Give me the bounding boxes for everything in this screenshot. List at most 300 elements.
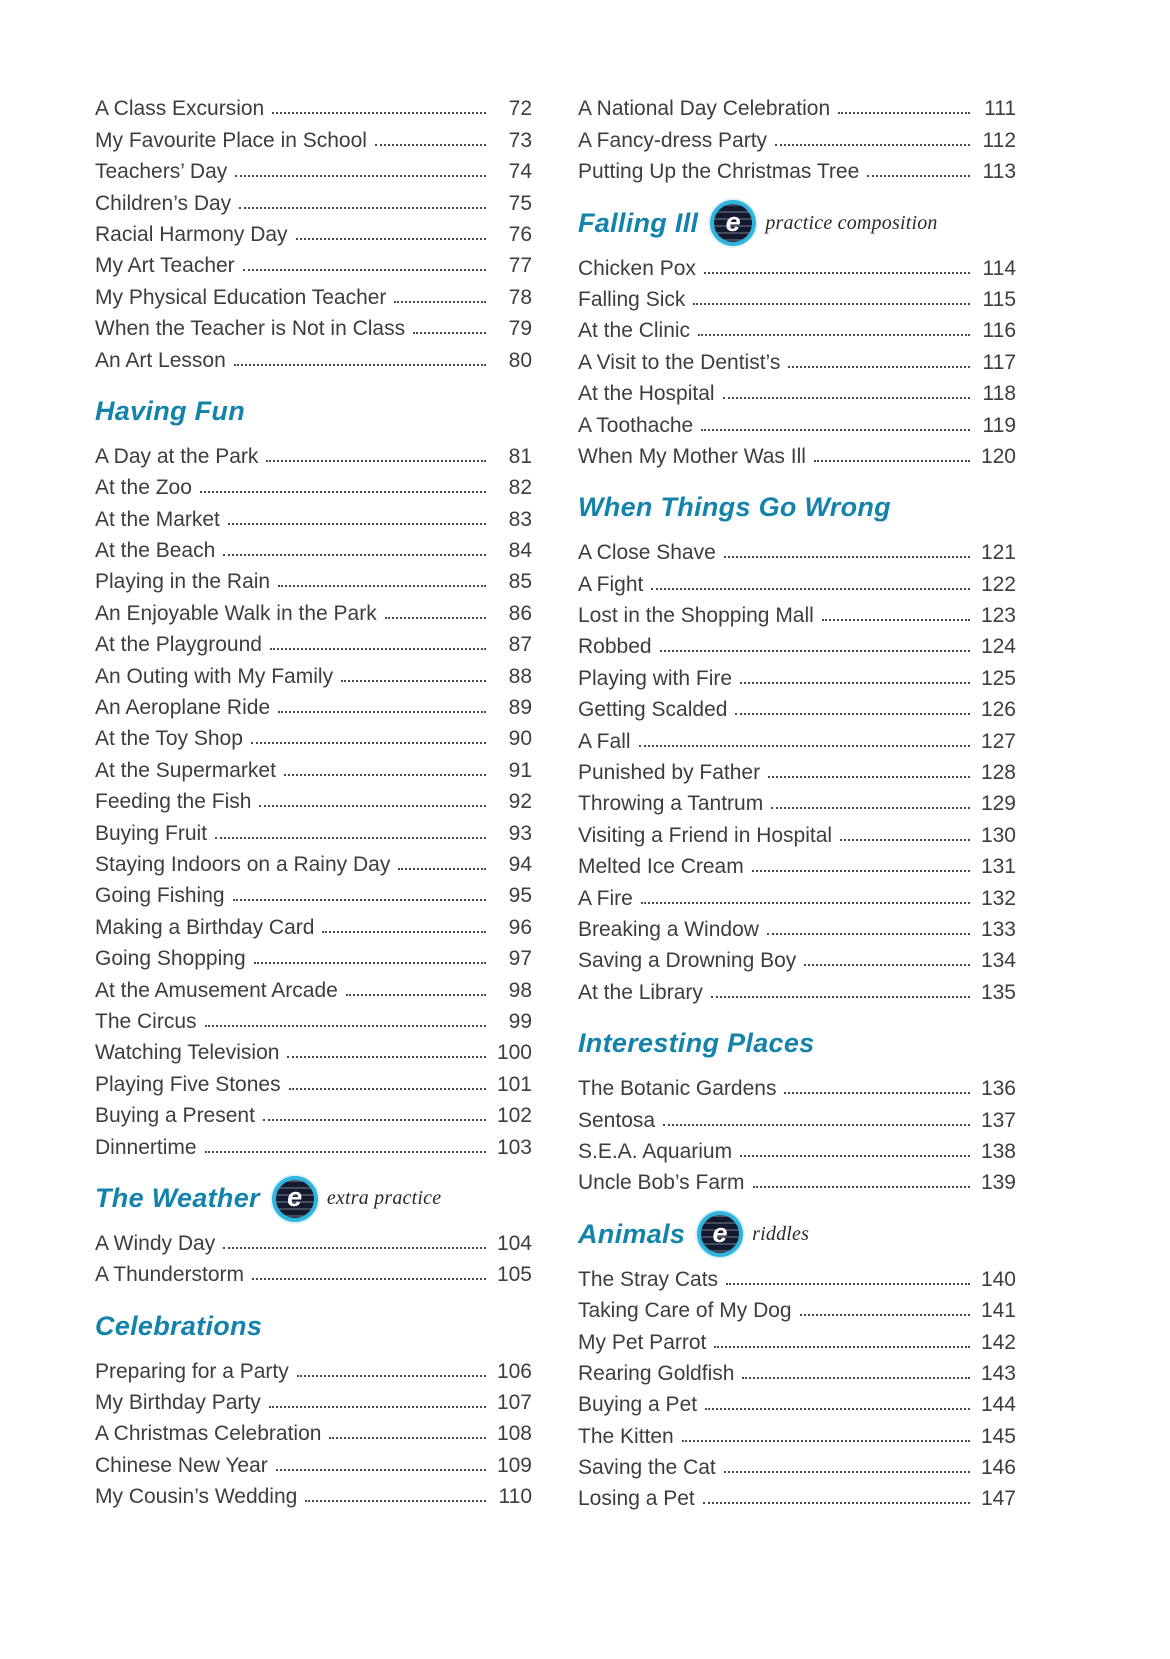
entry-title: Uncle Bob’s Farm [578,1171,745,1195]
toc-entry [578,1325,1016,1356]
dot-leader [641,902,970,904]
toc-entry [578,881,1016,912]
toc-entry [95,280,532,311]
entry-page-number: 144 [980,1393,1016,1417]
dot-leader [278,585,486,587]
entry-title: At the Beach [95,539,216,563]
entry-page-number: 125 [980,666,1016,690]
toc-section [95,393,532,1162]
entry-title: My Physical Education Teacher [95,285,387,309]
entry-page-number: 134 [980,949,1016,973]
entry-title: Rearing Goldfish [578,1361,735,1385]
dot-leader [228,523,486,525]
toc-entry [95,502,532,533]
entry-page-number: 129 [980,792,1016,816]
entry-page-number: 120 [980,444,1016,468]
toc-entry [578,1262,1016,1293]
toc-entry [578,630,1016,661]
toc-entry [578,536,1016,567]
entry-title: Falling Sick [578,287,686,311]
entry-page-number: 119 [982,413,1016,437]
entry-title: Getting Scalded [578,698,728,722]
entry-title: A National Day Celebration [578,97,831,121]
entry-title: A Fall [578,729,631,753]
entry-title: An Art Lesson [95,348,226,372]
dot-leader [278,711,486,713]
dot-leader [296,238,486,240]
toc-entry [95,973,532,1004]
entry-page-number: 73 [508,128,532,152]
toc-entry [578,1103,1016,1134]
toc-entry [578,1482,1016,1513]
entry-page-number: 95 [508,884,532,908]
toc-entry [578,787,1016,818]
entry-title: Preparing for a Party [95,1359,289,1383]
entry-title: Racial Harmony Day [95,222,288,246]
entry-page-number: 92 [508,790,532,814]
toc-entry [95,659,532,690]
toc-entry [95,628,532,659]
entry-title: Taking Care of My Dog [578,1299,792,1323]
entry-page-number: 82 [508,476,532,500]
entry-title: An Outing with My Family [95,664,334,688]
toc-entry [95,1099,532,1130]
toc-entry [578,1135,1016,1166]
entry-title: Throwing a Tantrum [578,792,764,816]
entry-page-number: 141 [980,1299,1016,1323]
entry-page-number: 128 [980,761,1016,785]
entry-page-number: 112 [982,128,1016,152]
entry-title: Sentosa [578,1108,656,1132]
dot-leader [413,332,486,334]
entry-page-number: 80 [508,348,532,372]
toc-entry [95,312,532,343]
entry-title: My Cousin’s Wedding [95,1485,298,1509]
dot-leader [205,1025,486,1027]
section-heading-label: Falling Ill [578,207,699,238]
entry-title: At the Amusement Arcade [95,978,338,1002]
toc-section [95,1307,532,1511]
entry-title: At the Library [578,980,703,1004]
dot-leader [200,491,486,493]
dot-leader [651,588,970,590]
entry-page-number: 136 [980,1077,1016,1101]
dot-leader [788,366,970,368]
toc-entry [578,756,1016,787]
toc-entry [578,92,1016,123]
toc-entry [95,816,532,847]
toc-section [578,1215,1016,1513]
entry-page-number: 76 [508,222,532,246]
entry-page-number: 100 [496,1041,532,1065]
dot-leader [740,1155,970,1157]
dot-leader [252,1278,486,1280]
toc-entry [578,155,1016,186]
dot-leader [272,112,486,114]
entry-title: My Art Teacher [95,254,235,278]
toc-entry [95,92,532,123]
entry-page-number: 132 [980,886,1016,910]
toc-entry [95,910,532,941]
toc-entry [95,1258,532,1289]
entry-page-number: 91 [508,758,532,782]
entry-page-number: 81 [508,444,532,468]
toc-entry [578,345,1016,376]
dot-leader [287,1056,486,1058]
toc-entry [578,440,1016,471]
dot-leader [800,1314,970,1316]
section-heading [578,204,1016,242]
toc-entry [578,1388,1016,1419]
entry-title: Feeding the Fish [95,790,252,814]
dot-leader [735,713,970,715]
entry-page-number: 117 [982,350,1016,374]
section-heading [578,489,1016,527]
dot-leader [740,682,970,684]
entry-title: At the Playground [95,633,262,657]
toc-entry [578,693,1016,724]
entry-page-number: 124 [980,635,1016,659]
toc-section [95,1180,532,1290]
entry-title: Chicken Pox [578,256,696,280]
dot-leader [284,774,486,776]
entry-title: At the Hospital [578,382,715,406]
dot-leader [269,1406,486,1408]
dot-leader [701,429,970,431]
entry-title: The Kitten [578,1424,674,1448]
toc-entry [578,850,1016,881]
entry-page-number: 118 [982,382,1016,406]
toc-entry [95,123,532,154]
entry-title: A Toothache [578,413,694,437]
entry-page-number: 87 [508,633,532,657]
entry-title: A Windy Day [95,1231,216,1255]
toc-entry [95,753,532,784]
entry-page-number: 108 [496,1422,532,1446]
entry-page-number: 143 [980,1361,1016,1385]
entry-title: When the Teacher is Not in Class [95,317,406,341]
entry-title: Going Fishing [95,884,225,908]
dot-leader [698,334,970,336]
entry-title: Saving the Cat [578,1456,716,1480]
dot-leader [346,994,486,996]
entry-title: At the Zoo [95,476,192,500]
toc-entry [95,218,532,249]
entry-title: Melted Ice Cream [578,855,744,879]
entry-page-number: 90 [508,727,532,751]
dot-leader [711,996,970,998]
entry-title: Buying a Pet [578,1393,698,1417]
entry-title: Losing a Pet [578,1487,695,1511]
dot-leader [724,1471,970,1473]
entry-page-number: 83 [508,507,532,531]
entry-page-number: 110 [498,1485,532,1509]
entry-title: At the Toy Shop [95,727,243,751]
entry-page-number: 101 [496,1072,532,1096]
toc-entry [578,599,1016,630]
e-logo-badge-icon [697,1211,743,1257]
entry-page-number: 130 [980,823,1016,847]
entry-title: Going Shopping [95,947,246,971]
toc-section [578,1025,1016,1198]
entry-title: The Botanic Gardens [578,1077,777,1101]
entry-title: Dinnertime [95,1135,197,1159]
toc-entry [95,1130,532,1161]
toc-column-left [95,92,532,1511]
entry-page-number: 127 [980,729,1016,753]
entry-title: My Favourite Place in School [95,128,367,152]
entry-title: My Birthday Party [95,1391,261,1415]
dot-leader [297,1375,486,1377]
dot-leader [724,556,970,558]
entry-title: Putting Up the Christmas Tree [578,160,860,184]
entry-page-number: 103 [496,1135,532,1159]
toc-entry [578,314,1016,345]
entry-title: A Close Shave [578,541,716,565]
entry-page-number: 142 [980,1330,1016,1354]
toc-entry [578,567,1016,598]
toc-entry [95,249,532,280]
toc-entry [95,186,532,217]
dot-leader [235,175,486,177]
dot-leader [752,870,970,872]
dot-leader [251,742,486,744]
dot-leader [205,1151,486,1153]
entry-title: A Christmas Celebration [95,1422,322,1446]
dot-leader [822,619,970,621]
dot-leader [753,1186,970,1188]
section-heading [95,393,532,431]
section-heading-label: When Things Go Wrong [578,492,891,523]
dot-leader [375,144,486,146]
entry-title: Making a Birthday Card [95,915,315,939]
toc-entry [578,975,1016,1006]
entry-page-number: 140 [980,1267,1016,1291]
entry-page-number: 74 [508,160,532,184]
dot-leader [804,964,970,966]
entry-title: Punished by Father [578,761,761,785]
entry-page-number: 147 [980,1487,1016,1511]
entry-page-number: 137 [980,1108,1016,1132]
dot-leader [742,1377,970,1379]
toc-entry [95,1067,532,1098]
entry-page-number: 123 [980,604,1016,628]
dot-leader [266,460,486,462]
dot-leader [704,272,970,274]
entry-page-number: 94 [508,852,532,876]
entry-page-number: 77 [508,254,532,278]
dot-leader [341,680,486,682]
entry-page-number: 98 [508,978,532,1002]
toc-entry [95,155,532,186]
toc-entry [578,818,1016,849]
entry-title: A Visit to the Dentist’s [578,350,781,374]
entry-page-number: 105 [496,1263,532,1287]
dot-leader [775,144,970,146]
dot-leader [270,648,486,650]
toc-entry [95,471,532,502]
dot-leader [385,617,486,619]
entry-page-number: 126 [980,698,1016,722]
entry-page-number: 122 [980,572,1016,596]
dot-leader [289,1088,486,1090]
entry-page-number: 84 [508,539,532,563]
toc-entry [95,879,532,910]
toc-entry [95,848,532,879]
dot-leader [394,301,486,303]
entry-title: Children’s Day [95,191,232,215]
entry-page-number: 89 [508,696,532,720]
entry-title: The Stray Cats [578,1267,719,1291]
dot-leader [703,1502,970,1504]
dot-leader [771,807,970,809]
toc-entry [578,283,1016,314]
entry-title: Buying a Present [95,1104,255,1128]
e-logo-badge-icon [272,1176,318,1222]
toc-section [578,489,1016,1007]
dot-leader [705,1408,970,1410]
toc-entry [578,661,1016,692]
entry-title: Saving a Drowning Boy [578,949,797,973]
toc-entry [578,123,1016,154]
dot-leader [263,1119,486,1121]
dot-leader [254,962,486,964]
e-logo-badge-icon [710,200,756,246]
toc-entry [95,1386,532,1417]
entry-title: A Fancy-dress Party [578,128,768,152]
section-heading [578,1215,1016,1253]
section-heading-label: The Weather [95,1183,260,1213]
dot-leader [723,397,970,399]
entry-page-number: 135 [980,980,1016,1004]
e-letter: e [287,1182,303,1212]
entry-title: An Aeroplane Ride [95,696,271,720]
toc-entry [578,251,1016,282]
entry-page-number: 133 [980,917,1016,941]
toc-entry [95,1354,532,1385]
dot-leader [259,805,486,807]
dot-leader [726,1283,970,1285]
dot-leader [239,207,486,209]
e-letter: e [725,206,741,237]
entry-page-number: 139 [980,1171,1016,1195]
entry-title: Playing with Fire [578,666,733,690]
entry-title: At the Market [95,507,220,531]
entry-page-number: 145 [980,1424,1016,1448]
badge-label: practice composition [765,211,938,234]
entry-page-number: 106 [496,1359,532,1383]
dot-leader [768,776,970,778]
entry-title: Buying Fruit [95,821,208,845]
entry-page-number: 104 [496,1231,532,1255]
section-heading [95,1180,532,1218]
entry-title: An Enjoyable Walk in the Park [95,601,377,625]
dot-leader [276,1469,486,1471]
toc-section [578,204,1016,471]
toc-entry [95,534,532,565]
toc-entry [578,377,1016,408]
entry-title: Chinese New Year [95,1453,268,1477]
toc-column-right [578,92,1016,1513]
entry-page-number: 121 [980,541,1016,565]
toc-entry [578,1419,1016,1450]
dot-leader [660,650,970,652]
dot-leader [814,460,970,462]
toc-entry [95,1448,532,1479]
entry-title: My Pet Parrot [578,1330,707,1354]
toc-entry [578,724,1016,755]
toc-entry [95,565,532,596]
entry-page-number: 111 [984,97,1016,121]
toc-block [578,92,1016,186]
entry-title: Lost in the Shopping Mall [578,604,814,628]
entry-page-number: 99 [508,1009,532,1033]
section-heading-label: Animals [578,1218,686,1249]
entry-page-number: 146 [980,1456,1016,1480]
entry-page-number: 79 [508,317,532,341]
dot-leader [838,112,970,114]
dot-leader [223,1247,486,1249]
toc-entry [95,691,532,722]
toc-entry [95,1005,532,1036]
section-heading [95,1307,532,1345]
toc-entry [95,596,532,627]
entry-page-number: 97 [508,947,532,971]
dot-leader [223,554,486,556]
entry-page-number: 116 [982,319,1016,343]
dot-leader [784,1092,970,1094]
entry-title: A Class Excursion [95,97,265,121]
entry-title: The Circus [95,1009,197,1033]
toc-block [95,92,532,375]
toc-entry [95,440,532,471]
entry-title: A Fight [578,572,644,596]
e-letter: e [712,1217,728,1248]
entry-page-number: 86 [508,601,532,625]
entry-title: At the Supermarket [95,758,276,782]
entry-page-number: 114 [982,256,1016,280]
entry-title: Robbed [578,635,652,659]
dot-leader [682,1440,970,1442]
entry-title: A Day at the Park [95,444,259,468]
dot-leader [398,868,486,870]
section-heading-label: Celebrations [95,1310,263,1341]
entry-page-number: 72 [508,97,532,121]
entry-title: At the Clinic [578,319,691,343]
badge-label: extra practice [326,1187,442,1209]
toc-entry [95,785,532,816]
toc-entry [578,1072,1016,1103]
dot-leader [663,1124,970,1126]
dot-leader [840,839,970,841]
dot-leader [215,837,486,839]
dot-leader [305,1500,486,1502]
toc-entry [95,942,532,973]
entry-page-number: 131 [980,855,1016,879]
section-heading [578,1025,1016,1063]
toc-entry [578,1294,1016,1325]
entry-page-number: 115 [982,287,1016,311]
entry-title: Playing Five Stones [95,1072,281,1096]
toc-entry [95,343,532,374]
entry-page-number: 85 [508,570,532,594]
toc-entry [95,1036,532,1067]
toc-entry [578,913,1016,944]
entry-title: A Thunderstorm [95,1263,245,1287]
entry-page-number: 88 [508,664,532,688]
dot-leader [714,1346,970,1348]
toc-entry [578,408,1016,439]
